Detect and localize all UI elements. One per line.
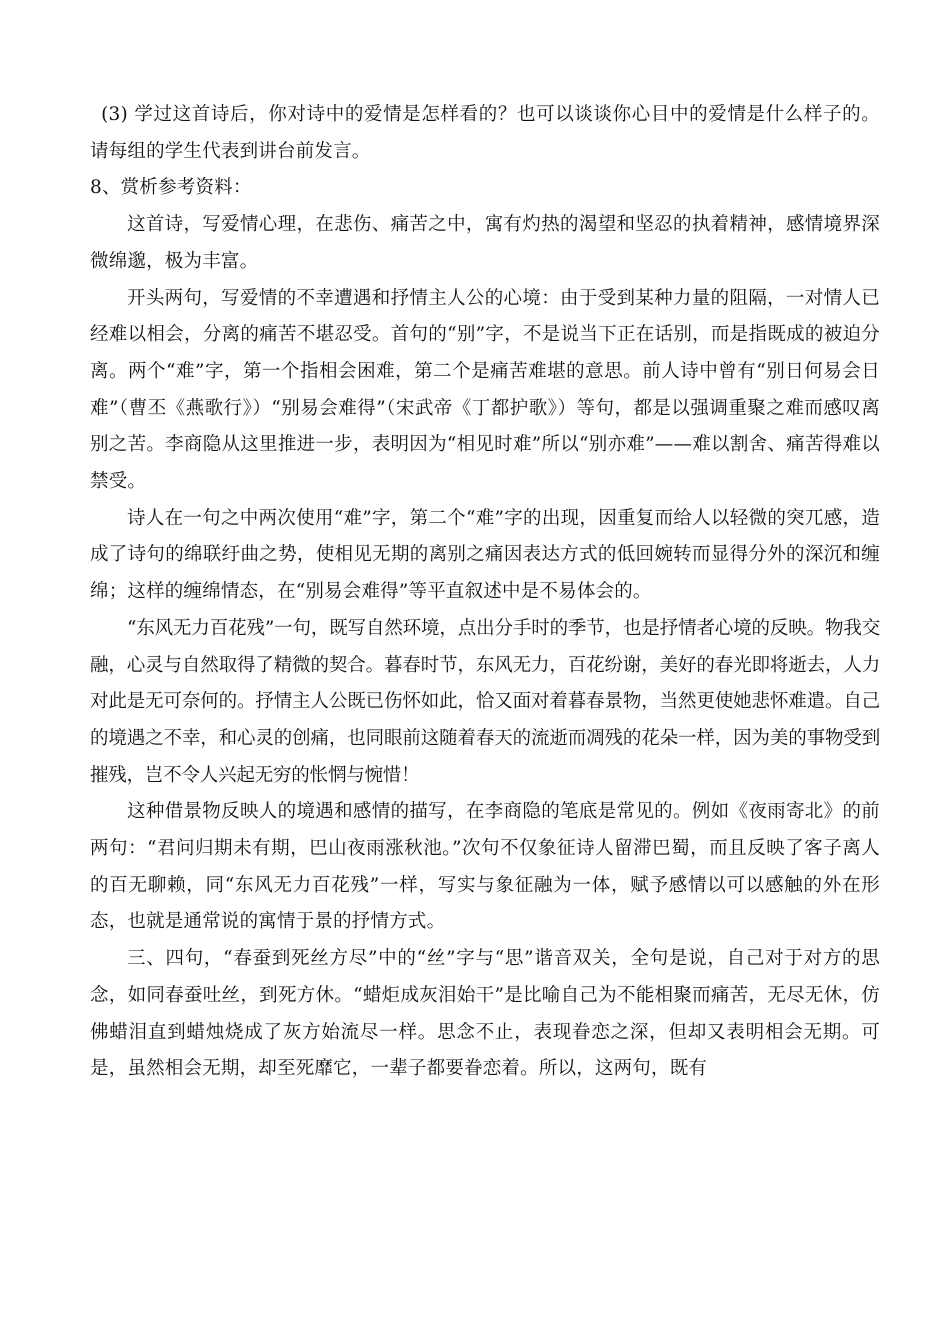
body-paragraph: 这首诗，写爱情心理，在悲伤、痛苦之中，寓有灼热的渴望和坚忍的执着精神，感情境界深微绵邈，极为丰富。 [90, 214, 880, 272]
document-body [90, 97, 880, 1088]
body-paragraph: 这种借景物反映人的境遇和感情的描写，在李商隐的笔底是常见的。例如《夜雨寄北》的前两句：“君问归期未有期，巴山夜雨涨秋池。”次句不仅象征诗人留滞巴蜀，而且反映了客子离人的百无聊赖，同“东风无力百花残”一样，写实与象征融为一体，赋予感情以可以感触的外在形态，也就是通常说的寓情于景的抒情方式。 [90, 801, 880, 933]
body-paragraph: “东风无力百花残”一句，既写自然环境，点出分手时的季节，也是抒情者心境的反映。物我交融，心灵与自然取得了精微的契合。暮春时节，东风无力，百花纷谢，美好的春光即将逝去，人力对此是无可奈何的。抒情主人公既已伤怀如此，恰又面对着暮春景物，当然更使她悲怀难遣。自己的境遇之不幸，和心灵的创痛，也同眼前这随着春天的流逝而凋残的花朵一样，因为美的事物受到摧残，岂不令人兴起无穷的怅惘与惋惜！ [90, 617, 880, 786]
body-paragraph: 三、四句，“春蚕到死丝方尽”中的“丝”字与“思”谐音双关，全句是说，自己对于对方的思念，如同春蚕吐丝，到死方休。“蜡炬成灰泪始干”是比喻自己为不能相聚而痛苦，无尽无休，仿佛蜡泪直到蜡烛烧成了灰方始流尽一样。思念不止，表现眷恋之深，但却又表明相会无期。可是，虽然相会无期，却至死靡它，一辈子都要眷恋着。所以，这两句，既有 [90, 948, 880, 1080]
body-paragraph: 诗人在一句之中两次使用“难”字，第二个“难”字的出现，因重复而给人以轻微的突兀感，造成了诗句的绵联纡曲之势，使相见无期的离别之痛因表达方式的低回婉转而显得分外的深沉和缠绵；这样的缠绵情态，在“别易会难得”等平直叙述中是不易体会的。 [90, 507, 880, 603]
body-paragraph: 开头两句，写爱情的不幸遭遇和抒情主人公的心境：由于受到某种力量的阻隔，一对情人已经难以相会，分离的痛苦不堪忍受。首句的“别”字，不是说当下正在话别，而是指既成的被迫分离。两个“难”字，第一个指相会困难，第二个是痛苦难堪的意思。前人诗中曾有“别日何易会日难”（曹丕《燕歌行》）“别易会难得”（宋武帝《丁都护歌》）等句，都是以强调重聚之难而感叹离别之苦。李商隐从这里推进一步，表明因为“相见时难”所以“别亦难”——难以割舍、痛苦得难以禁受。 [90, 287, 880, 493]
question-3-paragraph: (3) 学过这首诗后，你对诗中的爱情是怎样看的？也可以谈谈你心目中的爱情是什么样子的。 请每组的学生代表到讲台前发言。 [90, 104, 880, 162]
section-heading: 8、赏析参考资料： [90, 177, 252, 199]
